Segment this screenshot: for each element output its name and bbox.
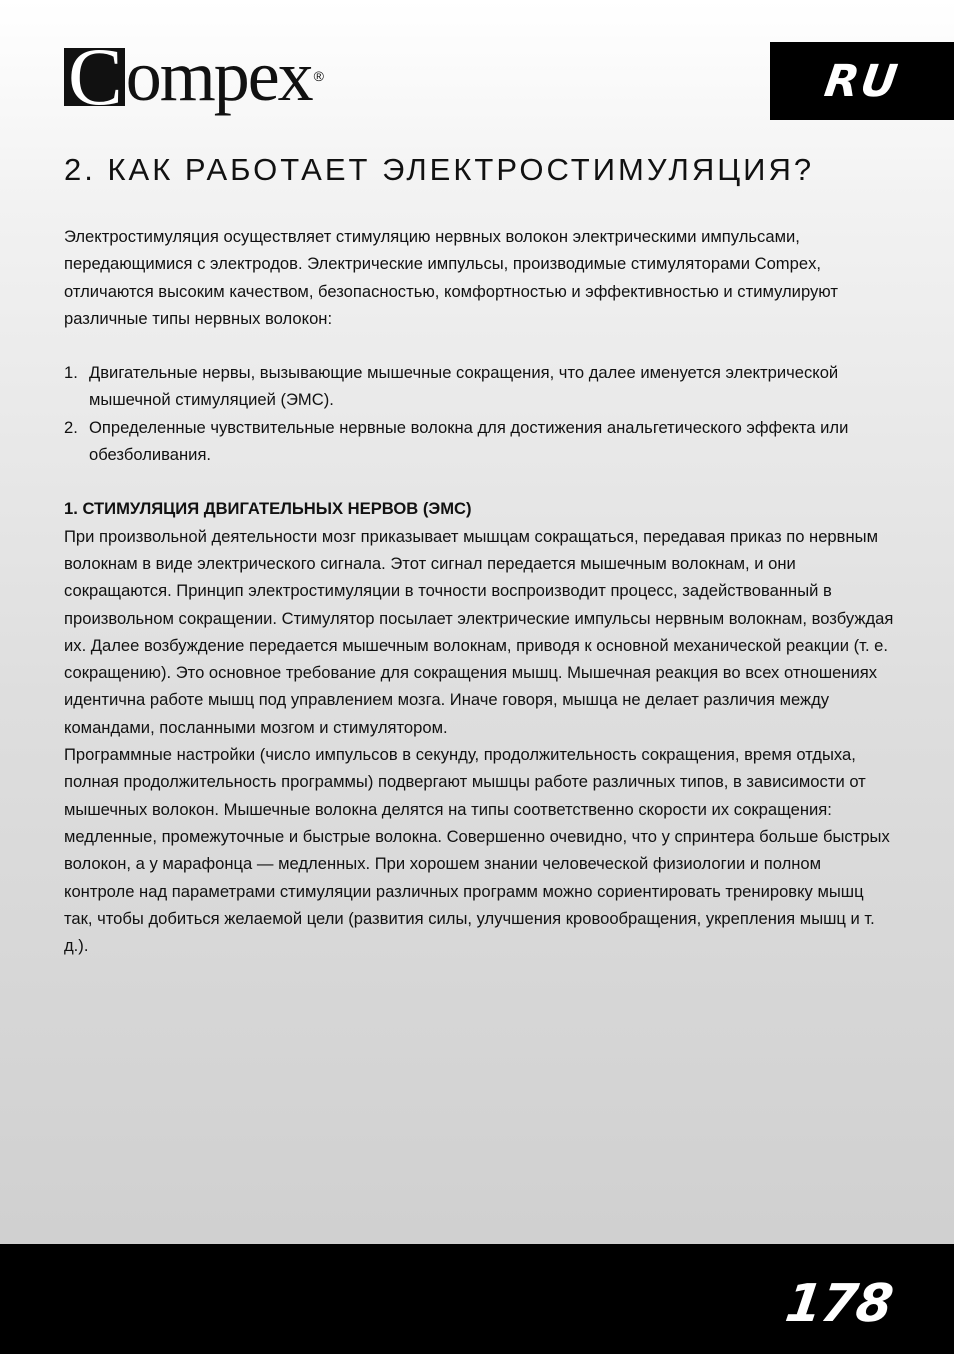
section-paragraph-1: При произвольной деятельности мозг приказывает мышцам сокращаться, передавая приказ по нервным волокнам в виде электрического сигнала. Этот сигнал передается мышечным волокнам, и они сокращаются. Принцип электростимуляции в точности воспроизводит процесс, задействованный в произвольном сокращении. Стимулятор посылает электрические импульсы нервным волокнам, возбуждая их. Далее возбуждение передается мышечным волокнам, приводя к основной механической реакции (т. е. сокращению). Это основное требование для сокращения мышц. Мышечная реакция во всех отношениях идентична работе мышц под управлением мозга. Иначе говоря, мышца не делает различия между командами, посланными мозгом и стимулятором. [64, 526, 894, 737]
compex-logo [64, 36, 324, 120]
logo-wordmark: ompex [125, 36, 312, 116]
page-title: 2. КАК РАБОТАЕТ ЭЛЕКТРОСТИМУЛЯЦИЯ? [64, 152, 815, 187]
list-item-number: 2. [64, 417, 78, 437]
section-heading: 1. СТИМУЛЯЦИЯ ДВИГАТЕЛЬНЫХ НЕРВОВ (ЭМС) [64, 499, 472, 519]
language-label: RU [821, 55, 903, 107]
list-item-text: Двигательные нервы, вызывающие мышечные сокращения, что далее именуется электрической мышечной стимуляцией (ЭМС). [89, 363, 839, 410]
language-badge [770, 42, 954, 120]
main-content [64, 223, 894, 959]
footer-bar [0, 1244, 954, 1354]
fiber-types-list [64, 359, 894, 468]
page-number: 178 [782, 1274, 897, 1334]
registered-mark: ® [313, 68, 324, 84]
section-paragraph-2: Программные настройки (число импульсов в секунду, продолжительность сокращения, время отдыха, полная продолжительность программы) подвергают мышцы работе различных типов, в зависимости от мышечных волокон. Мышечные волокна делятся на типы соответственно скорости их сокращения: медленные, промежуточные и быстрые волокна. Совершенно очевидно, что у спринтера больше быстрых волокон, а у марафонца — медленных. При хорошем знании человеческой физиологии и полном контроле над параметрами стимуляции различных программ можно сориентировать тренировку мышц так, чтобы добиться желаемой цели (развития силы, улучшения кровообращения, укрепления мышц и т. д.). [64, 745, 890, 956]
logo-letter-c: C [64, 48, 125, 106]
list-item [64, 414, 894, 469]
intro-paragraph: Электростимуляция осуществляет стимуляцию нервных волокон электрическими импульсами, передающимися с электродов. Электрические импульсы, производимые стимуляторами Compex, отличаются высоким качеством, безопасностью, комфортностью и эффективностью и стимулируют различные типы нервных волокон: [64, 227, 838, 328]
list-item-number: 1. [64, 363, 78, 383]
list-item [64, 359, 894, 414]
list-item-text: Определенные чувствительные нервные волокна для достижения анальгетического эффекта или обезболивания. [89, 417, 849, 465]
